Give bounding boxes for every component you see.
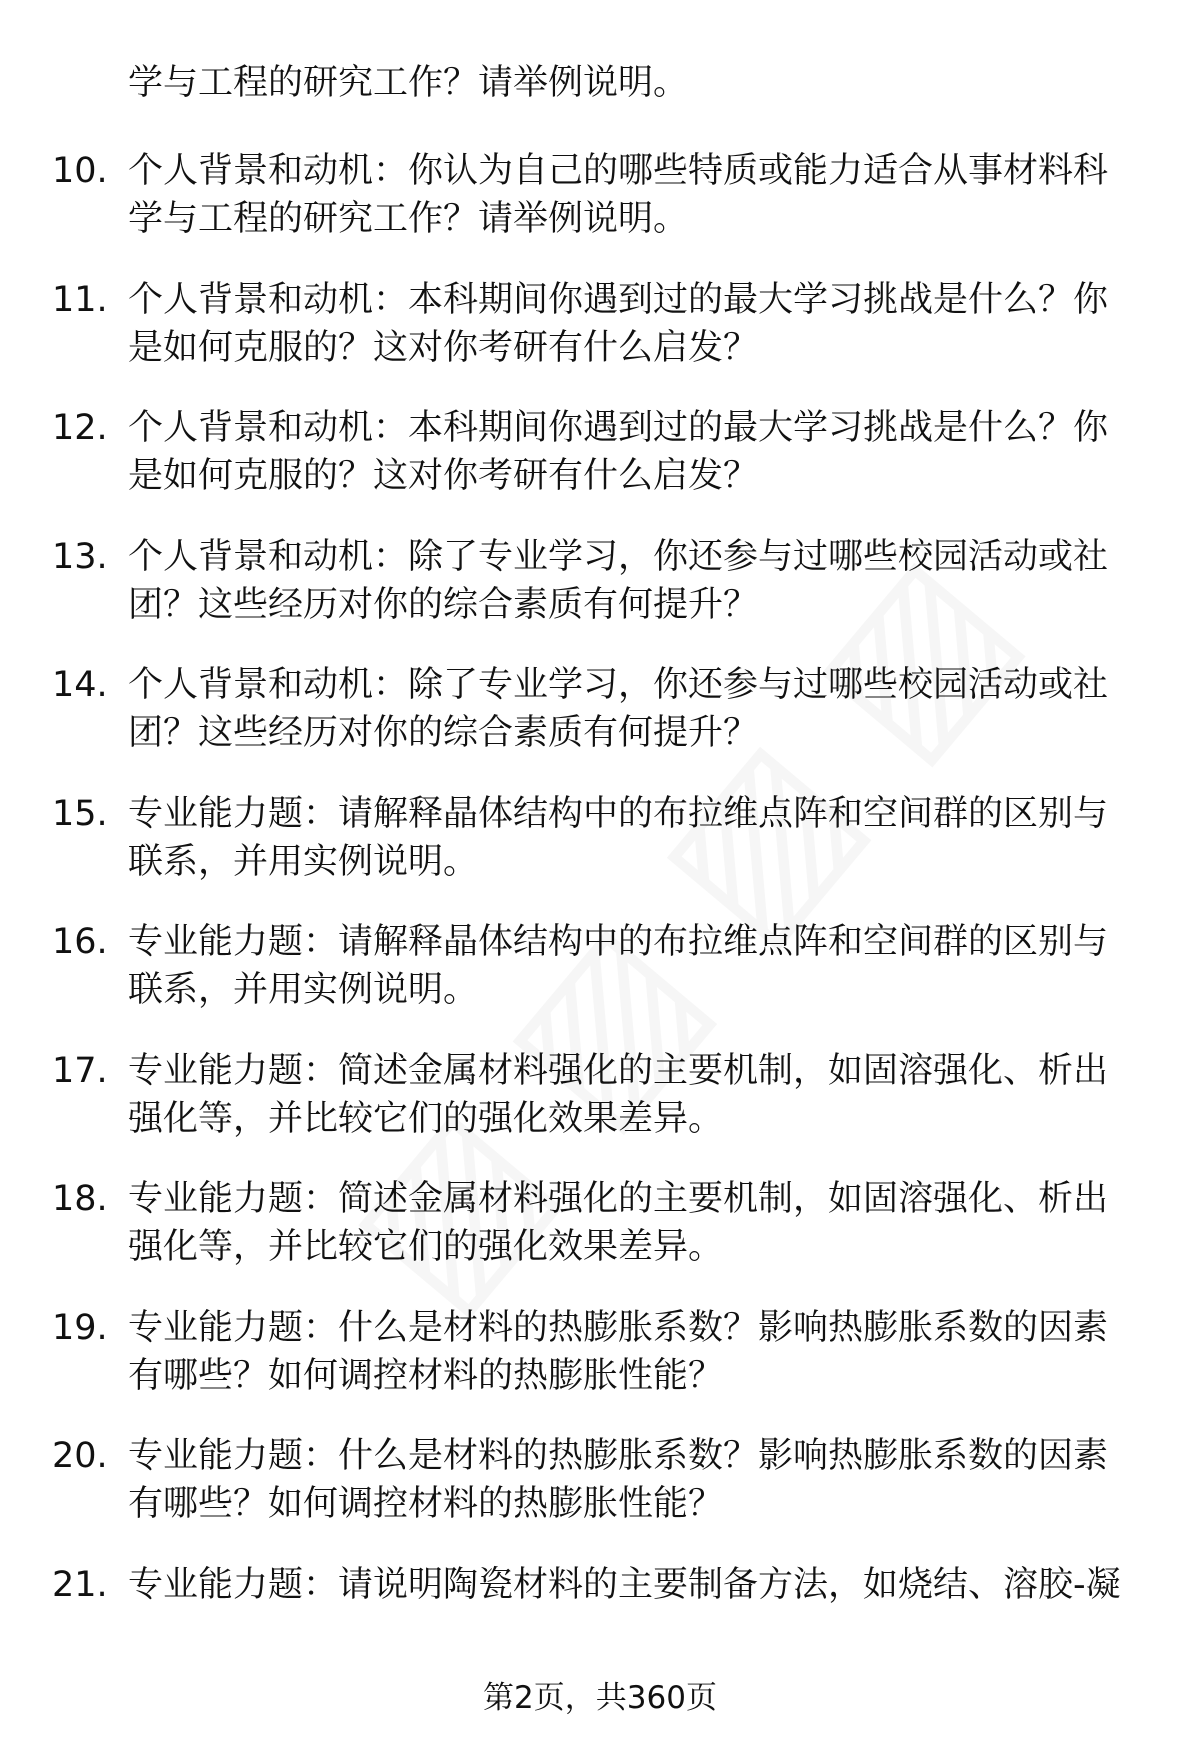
item-text: 专业能力题：什么是材料的热膨胀系数？影响热膨胀系数的因素 有哪些？如何调控材料的热膨胀性能？ [128, 1436, 1109, 1524]
item-text: 专业能力题：请解释晶体结构中的布拉维点阵和空间群的区别与 联系，并用实例说明。 [128, 922, 1109, 1010]
item-number: 15. [52, 793, 108, 834]
item-number: 13. [52, 536, 108, 577]
item-number: 18. [52, 1179, 108, 1219]
item-number: 17. [52, 1050, 108, 1091]
item-number: 14. [52, 665, 108, 705]
page-footer: 第2页，共360页 [483, 1680, 717, 1716]
item-text: 个人背景和动机：除了专业学习，你还参与过哪些校园活动或社 团？这些经历对你的综合素质有何提升？ [128, 536, 1109, 625]
item-text: 专业能力题：请解释晶体结构中的布拉维点阵和空间群的区别与 联系，并用实例说明。 [128, 793, 1109, 882]
item-text: 个人背景和动机：本科期间你遇到过的最大学习挑战是什么？你 是如何克服的？这对你考研有什么启发？ [128, 408, 1109, 496]
item-text: 个人背景和动机：你认为自己的哪些特质或能力适合从事材料科 学与工程的研究工作？请举例说明。 [128, 151, 1109, 239]
item-text: 专业能力题：简述金属材料强化的主要机制，如固溶强化、析出 强化等，并比较它们的强化效果差异。 [128, 1179, 1109, 1267]
item-number: 21. [52, 1564, 108, 1605]
item-number: 10. [52, 151, 108, 191]
continuation-text: 学与工程的研究工作？请举例说明。 [128, 63, 689, 103]
item-text: 专业能力题：请说明陶瓷材料的主要制备方法，如烧结、溶胶-凝 [128, 1564, 1121, 1605]
item-number: 19. [52, 1307, 108, 1348]
item-text: 个人背景和动机：除了专业学习，你还参与过哪些校园活动或社 团？这些经历对你的综合素质有何提升？ [128, 665, 1109, 753]
item-number: 16. [52, 922, 108, 962]
item-number: 12. [52, 408, 108, 448]
item-text: 个人背景和动机：本科期间你遇到过的最大学习挑战是什么？你 是如何克服的？这对你考研有什么启发？ [128, 279, 1109, 368]
item-number: 11. [52, 279, 108, 320]
item-text: 专业能力题：什么是材料的热膨胀系数？影响热膨胀系数的因素 有哪些？如何调控材料的热膨胀性能？ [128, 1307, 1109, 1396]
item-text: 专业能力题：简述金属材料强化的主要机制，如固溶强化、析出 强化等，并比较它们的强化效果差异。 [128, 1050, 1109, 1139]
item-number: 20. [52, 1436, 108, 1476]
